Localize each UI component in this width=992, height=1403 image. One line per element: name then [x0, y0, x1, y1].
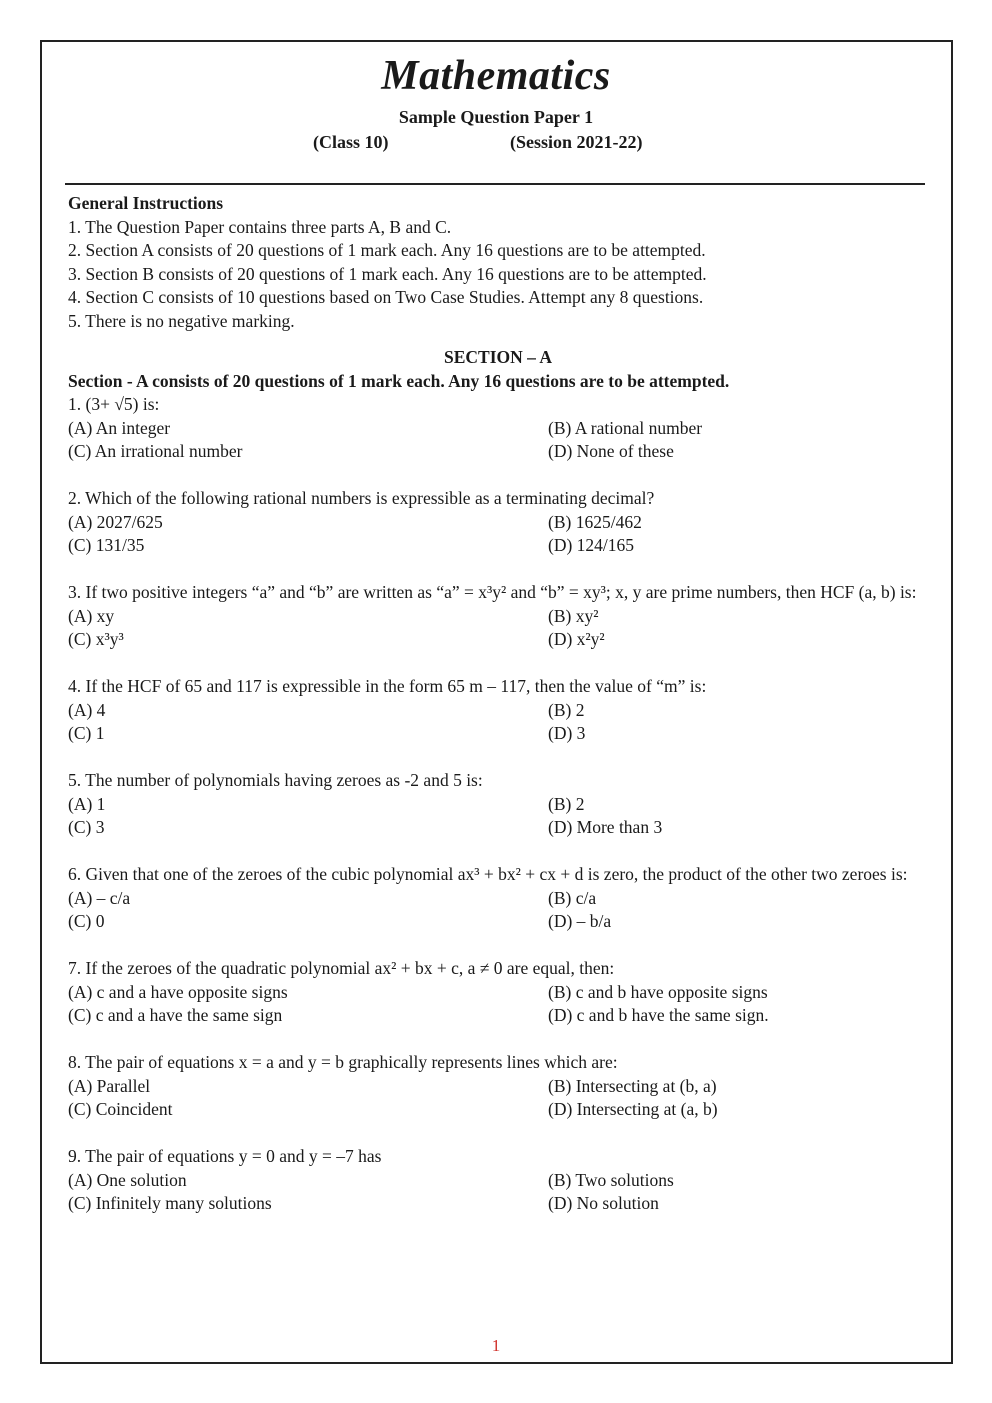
- section-description: Section - A consists of 20 questions of 1 mark each. Any 16 questions are to be attempted.: [68, 370, 730, 391]
- question-options: [68, 981, 928, 1028]
- option-c: (C) Infinitely many solutions: [68, 1193, 272, 1213]
- question-text: 3. If two positive integers “a” and “b” are written as “a” = x³y² and “b” = xy³; x, y are prime numbers, then HCF (a, b) is:: [68, 582, 917, 602]
- question: [68, 487, 928, 558]
- option-a: (A) – c/a: [68, 887, 131, 908]
- option-a: (A) c and a have opposite signs: [68, 981, 288, 1002]
- option-b: (B) 2: [548, 699, 585, 720]
- option-d: (D) x²y²: [548, 629, 605, 649]
- instruction-item: 2. Section A consists of 20 questions of 1 mark each. Any 16 questions are to be attempted.: [68, 240, 706, 260]
- option-b: (B) A rational number: [548, 417, 703, 438]
- option-a: (A) 1: [68, 793, 106, 814]
- question-options: [68, 605, 928, 652]
- general-instructions: [68, 192, 928, 333]
- header-divider: [65, 183, 925, 185]
- session-label: (Session 2021-22): [510, 132, 643, 152]
- option-c: (C) Coincident: [68, 1099, 173, 1119]
- option-a: (A) xy: [68, 605, 115, 626]
- option-d: (D) None of these: [548, 441, 674, 461]
- question-text: 7. If the zeroes of the quadratic polynomial ax² + bx + c, a ≠ 0 are equal, then:: [68, 958, 615, 978]
- instructions-heading: General Instructions: [68, 193, 224, 213]
- instructions-list: [68, 216, 928, 334]
- question: [68, 1051, 928, 1122]
- question: [68, 863, 928, 934]
- option-d: (D) c and b have the same sign.: [548, 1005, 769, 1025]
- paper-title: Mathematics: [381, 53, 611, 99]
- option-b: (B) Two solutions: [548, 1169, 674, 1190]
- option-a: (A) 2027/625: [68, 511, 163, 532]
- question-options: [68, 1075, 928, 1122]
- question-options: [68, 511, 928, 558]
- question-text: 4. If the HCF of 65 and 117 is expressible in the form 65 m – 117, then the value of “m” is:: [68, 676, 707, 696]
- option-c: (C) 1: [68, 723, 105, 743]
- option-c: (C) 131/35: [68, 535, 145, 555]
- question-options: [68, 1169, 928, 1216]
- option-b: (B) Intersecting at (b, a): [548, 1075, 717, 1096]
- option-c: (C) x³y³: [68, 629, 124, 649]
- question: [68, 1145, 928, 1216]
- option-b: (B) 2: [548, 793, 585, 814]
- question: [68, 581, 928, 652]
- option-b: (B) c/a: [548, 887, 597, 908]
- option-c: (C) 3: [68, 817, 105, 837]
- question-text: 5. The number of polynomials having zeroes as -2 and 5 is:: [68, 770, 483, 790]
- instruction-item: 1. The Question Paper contains three parts A, B and C.: [68, 216, 452, 237]
- question-options: [68, 887, 928, 934]
- question: [68, 957, 928, 1028]
- option-d: (D) 124/165: [548, 535, 635, 555]
- option-d: (D) 3: [548, 723, 586, 743]
- option-d: (D) – b/a: [548, 911, 612, 931]
- option-c: (C) 0: [68, 911, 105, 931]
- question-text: 6. Given that one of the zeroes of the cubic polynomial ax³ + bx² + cx + d is zero, the product of the other two zeroes is:: [68, 864, 908, 884]
- option-a: (A) An integer: [68, 417, 171, 438]
- question-text: 9. The pair of equations y = 0 and y = –7 has: [68, 1146, 382, 1166]
- class-label: (Class 10): [313, 132, 389, 152]
- option-d: (D) Intersecting at (a, b): [548, 1099, 718, 1119]
- question-options: [68, 699, 928, 746]
- question-options: [68, 793, 928, 840]
- option-a: (A) 4: [68, 699, 106, 720]
- question: [68, 675, 928, 746]
- option-d: (D) No solution: [548, 1193, 659, 1213]
- option-d: (D) More than 3: [548, 817, 663, 837]
- option-b: (B) 1625/462: [548, 511, 642, 532]
- page-number: 1: [491, 1336, 501, 1355]
- option-c: (C) c and a have the same sign: [68, 1005, 283, 1025]
- paper-subtitle: Sample Question Paper 1: [398, 107, 594, 127]
- question-options: [68, 417, 928, 464]
- question-text: 8. The pair of equations x = a and y = b graphically represents lines which are:: [68, 1052, 618, 1072]
- question: [68, 769, 928, 840]
- question-text: 2. Which of the following rational numbers is expressible as a terminating decimal?: [68, 488, 655, 508]
- instruction-item: 4. Section C consists of 10 questions based on Two Case Studies. Attempt any 8 questions.: [68, 287, 704, 307]
- question-text: 1. (3+ √5) is:: [68, 394, 160, 414]
- question: [68, 393, 928, 464]
- option-b: (B) xy²: [548, 605, 599, 626]
- section-a: [68, 346, 928, 1216]
- option-b: (B) c and b have opposite signs: [548, 981, 768, 1002]
- option-a: (A) One solution: [68, 1169, 187, 1190]
- question-list: [68, 393, 928, 1216]
- option-a: (A) Parallel: [68, 1075, 151, 1096]
- instruction-item: 3. Section B consists of 20 questions of 1 mark each. Any 16 questions are to be attempted.: [68, 263, 707, 284]
- section-title: SECTION – A: [444, 347, 552, 367]
- option-c: (C) An irrational number: [68, 441, 243, 461]
- instruction-item: 5. There is no negative marking.: [68, 310, 295, 331]
